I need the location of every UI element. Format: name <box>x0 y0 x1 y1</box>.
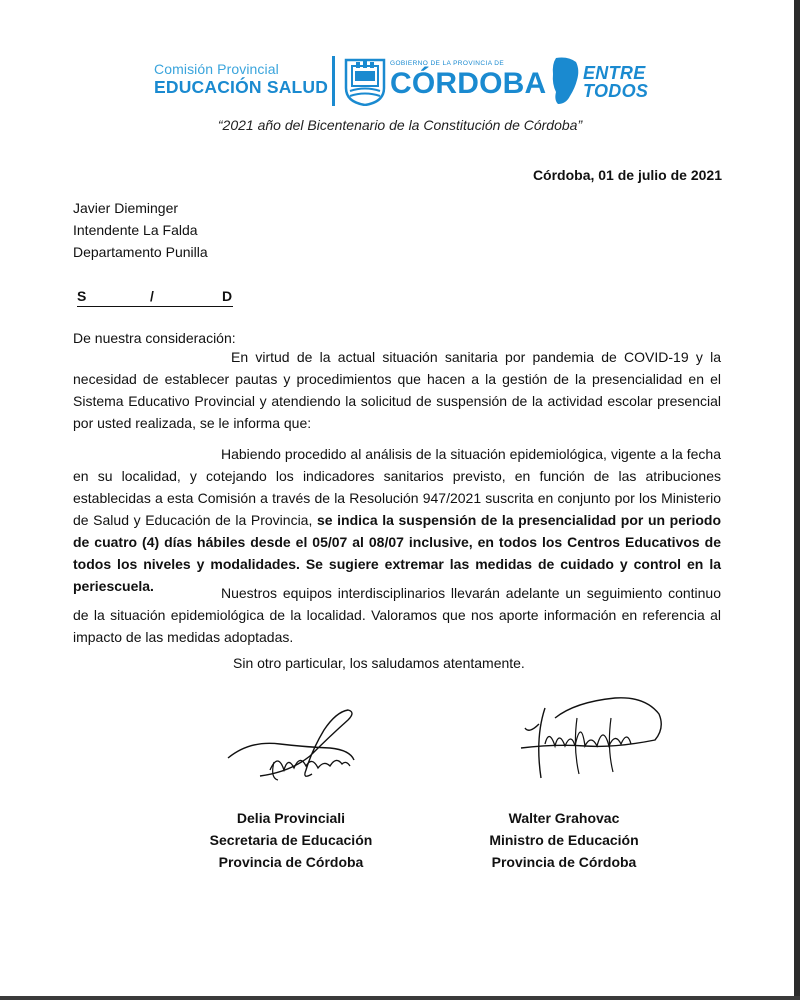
signer-1-block <box>201 807 381 873</box>
paragraph-1 <box>73 346 721 434</box>
cordoba-government-logo <box>390 61 546 99</box>
signature-walter-grahovac <box>515 688 665 793</box>
recipient-role: Intendente La Falda <box>73 222 198 238</box>
slogan-line2: TODOS <box>583 81 649 101</box>
signer-1-province: Provincia de Córdoba <box>218 854 364 870</box>
paragraph-2-bold-text: se indica la suspensión de la presencialidad por un periodo de cuatro (4) días hábiles desde el 05/07 al 08/07 inclusive, en todos los Centros Educativos de todos los niveles y modalidades. Se sugiere extremar las medidas de cuidado y control en la periescuela. <box>73 512 721 594</box>
scan-border-right <box>794 0 800 1000</box>
paragraph-3-text: Nuestros equipos interdisciplinarios llevarán adelante un seguimiento continuo de la situación epidemiológica de la localidad. Valoramos que nos aporte información en referencia al impacto de las medidas adoptadas. <box>73 585 721 645</box>
recipient-department: Departamento Punilla <box>73 244 208 260</box>
bicentennial-motto: “2021 año del Bicentenario de la Constitución de Córdoba” <box>217 117 583 133</box>
recipient-name: Javier Dieminger <box>73 200 179 216</box>
commission-logo <box>154 62 328 97</box>
signer-2-name: Walter Grahovac <box>508 810 620 826</box>
signature-delia-provinciali <box>220 700 360 795</box>
gov-big-text: CÓRDOBA <box>390 66 547 100</box>
entre-todos-logo <box>583 64 648 100</box>
paragraph-1-text: En virtud de la actual situación sanitaria por pandemia de COVID-19 y la necesidad de establecer pautas y procedimientos que hacen a la gestión de la presencialidad en el Sistema Educativo Provincial y atendiendo la solicitud de suspensión de la actividad escolar presencial por usted realizada, se le informa que: <box>73 349 721 431</box>
place-date: Córdoba, 01 de julio de 2021 <box>532 167 722 183</box>
signer-1-title: Secretaria de Educación <box>209 832 373 848</box>
cordoba-crest-icon <box>344 58 386 111</box>
paragraph-2 <box>73 443 721 597</box>
paragraph-3 <box>73 582 721 648</box>
signer-2-title: Ministro de Educación <box>489 832 639 848</box>
signer-2-block <box>474 807 654 873</box>
signer-2-province: Provincia de Córdoba <box>491 854 637 870</box>
closing-line: Sin otro particular, los saludamos atentamente. <box>233 655 525 671</box>
signer-1-name: Delia Provinciali <box>236 810 346 826</box>
commission-line2: EDUCACIÓN SALUD <box>154 77 329 97</box>
salutation: De nuestra consideración: <box>73 330 236 346</box>
gov-small-text: GOBIERNO DE LA PROVINCIA DE <box>390 60 505 67</box>
slogan-line1: ENTRE <box>583 63 646 83</box>
scan-border-bottom <box>0 996 800 1000</box>
paragraph-2-text: Habiendo procedido al análisis de la situación epidemiológica, vigente a la fecha en su localidad, y cotejando los indicadores sanitarios previsto, en función de las atribuciones establecidas a esta Comisión a través de la Resolución 947/2021 suscrita en conjunto por los Ministerio de Salud y Educación de la Provincia, <box>73 446 721 528</box>
sd-d: D <box>222 288 233 304</box>
sd-slash: / <box>150 288 154 304</box>
commission-line1: Comisión Provincial <box>154 61 279 77</box>
header-separator <box>332 56 335 106</box>
province-map-icon <box>550 56 580 111</box>
sd-s: S <box>77 288 87 304</box>
sd-line <box>77 288 233 307</box>
